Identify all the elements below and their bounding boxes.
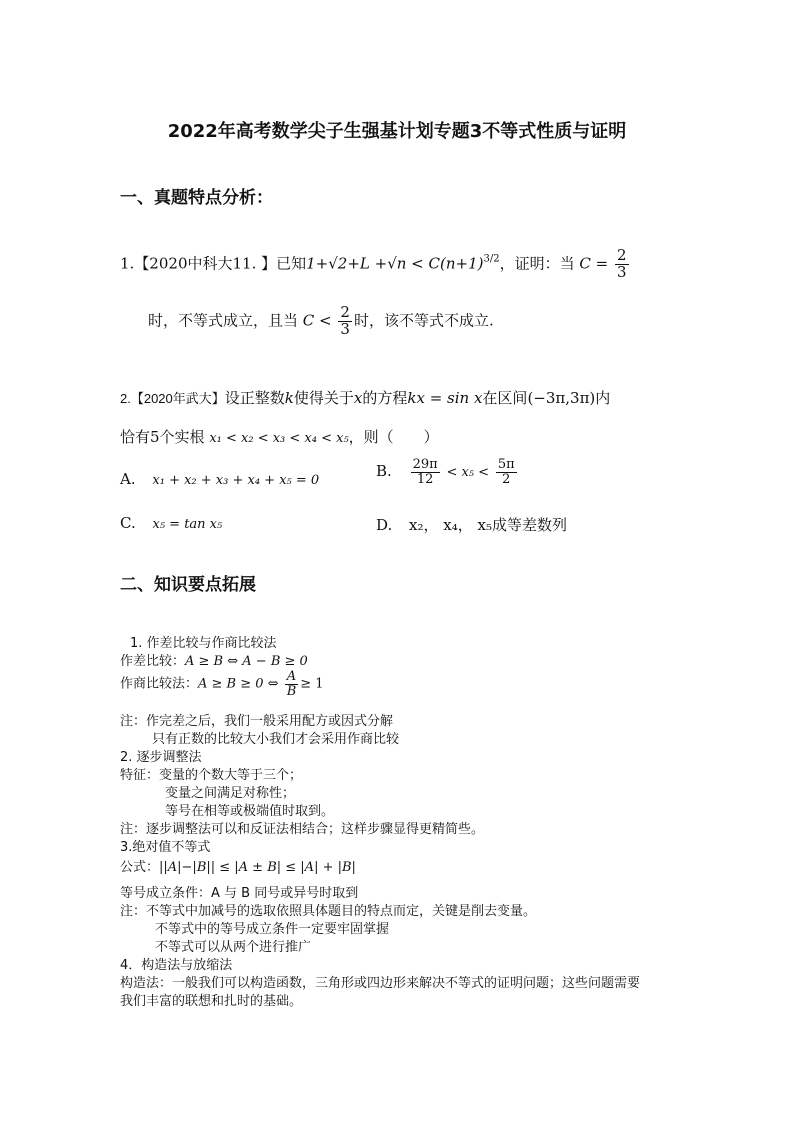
q1-frac2-num: 2: [340, 303, 350, 321]
option-b-num1: 29π: [412, 457, 438, 472]
k3-note-1: 注：不等式中加减号的选取依照具体题目的特点而定，关键是削去变量。: [120, 904, 537, 919]
section-heading-2: 二、知识要点拓展: [120, 575, 256, 595]
q2-equation: kx = sin x: [407, 389, 483, 407]
q1-exponent: 3/2: [483, 253, 500, 265]
q1-cond-c: C =: [579, 254, 609, 273]
q1-tag: 1.【2020中科大11. 】已知: [120, 254, 307, 273]
q2-x: x: [353, 389, 363, 407]
q1-frac2-den: 3: [340, 319, 350, 338]
q2-text2: 使得关于: [293, 389, 354, 407]
question-2-line-1: [120, 387, 610, 408]
k3-heading: 3.绝对值不等式: [120, 840, 211, 855]
k1-frac-den: B: [286, 683, 297, 699]
question-2-line-2: [120, 426, 439, 447]
option-a: [120, 470, 319, 488]
option-b-num2: 5π: [497, 457, 515, 472]
k1-l2-expr: A ≥ B ≥ 0 ⇔: [198, 676, 279, 692]
q2-line2b: ，则（ ）: [348, 428, 439, 446]
option-d: [376, 514, 567, 535]
option-d-label: D.: [376, 516, 393, 534]
k4-line-1: 构造法：一般我们可以构造函数，三角形或四边形来解决不等式的证明问题；这些问题需要: [120, 976, 641, 991]
k1-fraction: [285, 670, 299, 698]
k2-feature-3: 等号在相等或极端值时取到。: [165, 804, 335, 819]
k1-l1-label: 作差比较：: [120, 654, 186, 669]
option-b: [376, 458, 519, 486]
k1-frac-num: A: [285, 670, 299, 685]
q2-text3: 的方程: [362, 389, 408, 407]
k1-l1-expr: A ≥ B ⇔ A − B ≥ 0: [185, 654, 308, 669]
k1-note-2: 只有正数的比较大小我们才会采用作商比较: [152, 732, 400, 747]
k1-heading: 1. 作差比较与作商比较法: [130, 636, 277, 651]
q1-frac-den: 3: [616, 262, 627, 281]
page-title: 2022年高考数学尖子生强基计划专题3不等式性质与证明: [167, 121, 627, 142]
q1-fraction-2: [338, 305, 352, 338]
option-a-text: x₁ + x₂ + x₃ + x₄ + x₅ = 0: [152, 473, 320, 488]
q1-line2-a: 时，不等式成立，且当: [148, 311, 299, 330]
k3-label: 公式：: [120, 860, 160, 875]
q1-line2-b: 时，该不等式不成立.: [353, 311, 494, 330]
k3-expr: ||A|−|B|| ≤ |A ± B| ≤ |A| + |B|: [159, 860, 356, 875]
q1-expr-sum: 1+√2+L +√n < C(n+1): [306, 254, 484, 273]
q1-fraction: [615, 248, 629, 281]
k4-heading: 4．构造法与放缩法: [120, 958, 233, 973]
q2-text5: 内: [595, 389, 611, 407]
k2-note: 注：逐步调整法可以和反证法相结合；这样步骤显得更精简些。: [120, 822, 485, 837]
option-b-frac-1: [411, 458, 440, 486]
q2-k: k: [284, 389, 294, 407]
k3-note-3: 不等式可以从两个进行推广: [155, 940, 312, 955]
k2-feature-2: 变量之间满足对称性；: [165, 786, 296, 801]
q2-text1: 设正整数: [224, 389, 285, 407]
q1-frac-num: 2: [616, 246, 627, 264]
q1-prove: ，证明：当: [499, 254, 575, 273]
k1-l2-label: 作商比较法：: [120, 676, 199, 692]
k1-l2-tail: ≥ 1: [300, 676, 324, 692]
q2-roots: x₁ < x₂ < x₃ < x₄ < x₅: [209, 431, 349, 446]
k1-note-1: 注：作完差之后，我们一般采用配方或因式分解: [120, 714, 394, 729]
k3-formula: [120, 856, 356, 875]
k3-condition: 等号成立条件：A 与 B 同号或异号时取到: [120, 886, 359, 901]
k4-line-2: 我们丰富的联想和扎时的基础。: [120, 994, 303, 1009]
option-a-label: A.: [120, 470, 136, 488]
option-b-frac-2: [496, 458, 517, 486]
question-1-line-1: [120, 248, 631, 281]
k1-line-1: [120, 650, 308, 669]
option-b-mid: < x₅ <: [446, 465, 490, 481]
k1-line-2: [120, 670, 324, 698]
k2-heading: 2. 逐步调整法: [120, 750, 202, 765]
option-c-label: C.: [120, 514, 136, 532]
k3-note-2: 不等式中的等号成立条件一定要牢固掌握: [155, 922, 390, 937]
option-b-den2: 2: [502, 471, 511, 487]
option-c-text: x₅ = tan x₅: [152, 517, 223, 532]
q2-tag: 2.【2020年武大】: [120, 391, 225, 406]
q1-cond-c2: C <: [302, 311, 332, 330]
question-1-line-2: [148, 305, 494, 338]
option-c: [120, 514, 222, 532]
q2-line2a: 恰有5个实根: [120, 428, 205, 446]
q2-text4: 在区间: [482, 389, 528, 407]
option-b-den1: 12: [416, 471, 434, 487]
section-heading-1: 一、真题特点分析：: [120, 188, 273, 208]
option-b-label: B.: [376, 462, 392, 481]
q2-interval: (−3π,3π): [527, 389, 596, 407]
option-d-text: x₂， x₄， x₅成等差数列: [409, 516, 568, 534]
k2-feature-1: 特征：变量的个数大等于三个；: [120, 768, 303, 783]
